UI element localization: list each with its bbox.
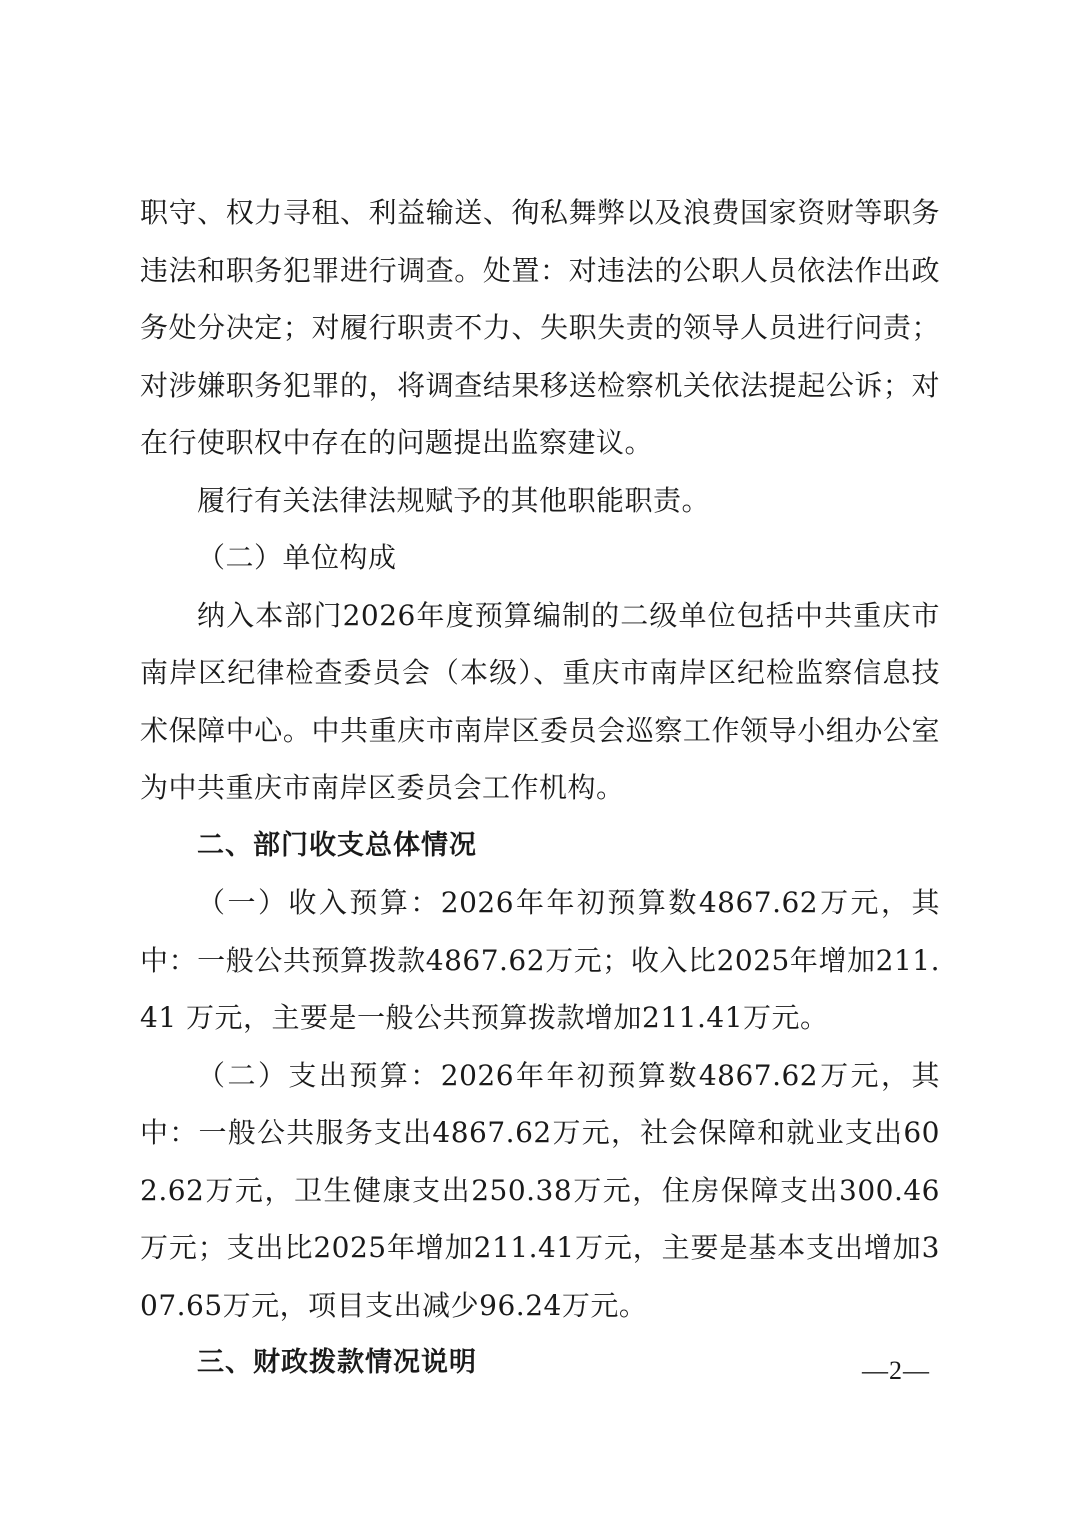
subheading-unit-composition: （二）单位构成 xyxy=(197,541,397,574)
paragraph-revenue-budget: （一）收入预算：2026年年初预算数4867.62万元，其中：一般公共预算拨款4867.62万元；收入比2025年增加211.41 万元，主要是一般公共预算拨款增加211.41万元。 xyxy=(140,886,940,1034)
paragraph-unit-composition: 纳入本部门2026年度预算编制的二级单位包括中共重庆市南岸区纪律检查委员会（本级）、重庆市南岸区纪检监察信息技术保障中心。中共重庆市南岸区委员会巡察工作领导小组办公室为中共重庆市南岸区委员会工作机构。 xyxy=(140,598,940,804)
paragraph-other-duties: 履行有关法律法规赋予的其他职能职责。 xyxy=(197,483,711,517)
page-number: —2— xyxy=(862,1356,930,1385)
document-body xyxy=(140,184,940,1392)
heading-revenue-expenditure-overview: 二、部门收支总体情况 xyxy=(197,829,477,861)
heading-fiscal-appropriation: 三、财政拨款情况说明 xyxy=(197,1347,477,1378)
paragraph-expenditure-budget: （二）支出预算：2026年年初预算数4867.62万元，其中：一般公共服务支出4867.62万元，社会保障和就业支出602.62万元，卫生健康支出250.38万元，住房保障支出300.46万元；支出比2025年增加211.41万元，主要是基本支出增加307.65万元，项目支出减少96.24万元。 xyxy=(140,1058,940,1322)
paragraph-duties-continued: 职守、权力寻租、利益输送、徇私舞弊以及浪费国家资财等职务违法和职务犯罪进行调查。处置：对违法的公职人员依法作出政务处分决定；对履行职责不力、失职失责的领导人员进行问责；对涉嫌职务犯罪的，将调查结果移送检察机关依法提起公诉；对在行使职权中存在的问题提出监察建议。 xyxy=(140,196,940,459)
